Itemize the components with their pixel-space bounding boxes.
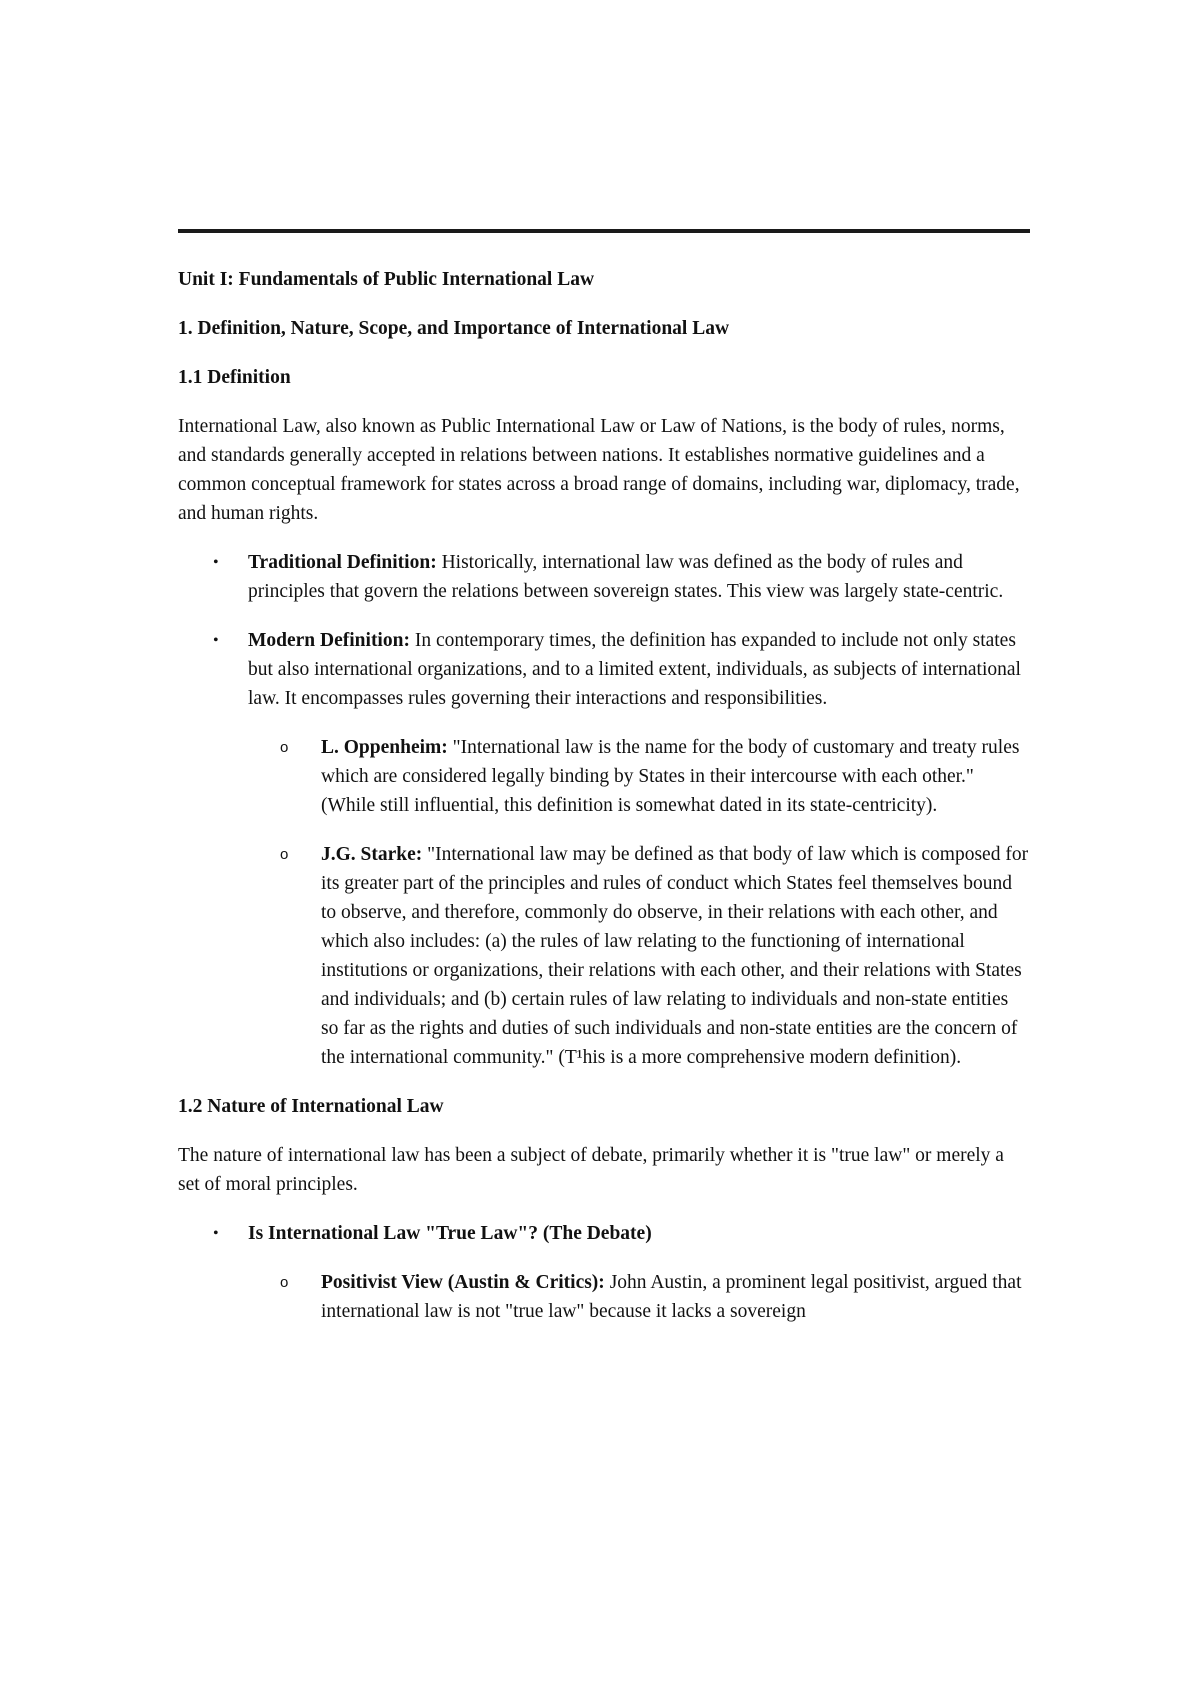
bullet-icon: • bbox=[213, 554, 219, 571]
modern-text: In contemporary times, the definition has expanded to include not only states but also international organizations, and to a limited extent, individuals, as subjects of international law. It encompasses rules governing their interactions and responsibilities. bbox=[248, 630, 1021, 709]
section-1-2-intro: The nature of international law has been a subject of debate, primarily whether it is "true law" or merely a set of moral principles. bbox=[178, 1145, 1004, 1195]
debate-heading: Is International Law "True Law"? (The Debate) bbox=[248, 1223, 652, 1244]
bullet-icon: • bbox=[213, 1225, 219, 1242]
definition-list bbox=[178, 548, 1030, 1072]
debate-list bbox=[178, 1219, 1030, 1326]
list-item-debate bbox=[178, 1219, 1030, 1326]
list-item-modern bbox=[178, 626, 1030, 1072]
document-page bbox=[178, 229, 1030, 1346]
list-item-starke bbox=[248, 840, 1030, 1072]
starke-label: J.G. Starke: bbox=[321, 844, 423, 865]
section-1-1-intro: International Law, also known as Public International Law or Law of Nations, is the body of rules, norms, and standards generally accepted in relations between nations. It establishes normative guidelines and a common conceptual framework for states across a broad range of domains, including war, diplomacy, trade, and human rights. bbox=[178, 416, 1020, 524]
circle-bullet-icon: o bbox=[280, 739, 289, 756]
list-item-oppenheim bbox=[248, 733, 1030, 820]
bullet-icon: • bbox=[213, 632, 219, 649]
list-item-traditional bbox=[178, 548, 1030, 606]
oppenheim-label: L. Oppenheim: bbox=[321, 737, 448, 758]
section-1-2-title: 1.2 Nature of International Law bbox=[178, 1096, 444, 1117]
debate-sub-list bbox=[248, 1268, 1030, 1326]
section-1-1-title: 1.1 Definition bbox=[178, 367, 291, 388]
positivist-text: John Austin, a prominent legal positivist, argued that international law is not "true law" because it lacks a sovereign bbox=[321, 1272, 1022, 1322]
circle-bullet-icon: o bbox=[280, 846, 289, 863]
traditional-text: Historically, international law was defined as the body of rules and principles that govern the relations between sovereign states. This view was largely state-centric. bbox=[248, 552, 1004, 602]
traditional-label: Traditional Definition: bbox=[248, 552, 437, 573]
oppenheim-text: "International law is the name for the body of customary and treaty rules which are considered legally binding by States in their intercourse with each other." (While still influential, this definition is somewhat dated in its state-centricity). bbox=[321, 737, 1020, 816]
sub-definition-list bbox=[248, 733, 1030, 1072]
modern-label: Modern Definition: bbox=[248, 630, 410, 651]
circle-bullet-icon: o bbox=[280, 1274, 289, 1291]
section-1-title: 1. Definition, Nature, Scope, and Importance of International Law bbox=[178, 318, 730, 339]
header-rule bbox=[178, 229, 1030, 233]
unit-title: Unit I: Fundamentals of Public International Law bbox=[178, 269, 595, 290]
starke-text: "International law may be defined as that body of law which is composed for its greater part of the principles and rules of conduct which States feel themselves bound to observe, and therefore, commonly do observe, in their relations with each other, and which also includes: (a) the rules of law relating to the functioning of international institutions or organizations, their relations with each other, and their relations with States and individuals; and (b) certain rules of law relating to individuals and non-state entities so far as the rights and duties of such individuals and non-state entities are the concern of the international community." (T¹his is a more comprehensive modern definition). bbox=[321, 844, 1029, 1068]
positivist-label: Positivist View (Austin & Critics): bbox=[321, 1272, 605, 1293]
list-item-positivist bbox=[248, 1268, 1030, 1326]
